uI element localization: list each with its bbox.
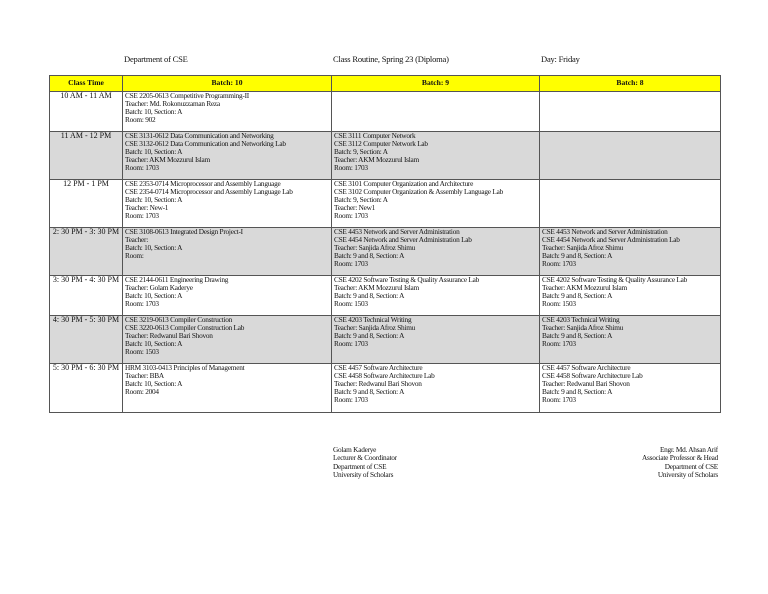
class-cell-batch-8 xyxy=(540,364,721,413)
class-time-cell: 11 AM - 12 PM xyxy=(50,132,123,180)
class-detail-line: Teacher: Sanjida Afroz Shimu xyxy=(334,244,416,253)
class-cell-batch-9 xyxy=(332,132,540,180)
class-detail-line: CSE 2354-0714 Microprocessor and Assembly Language Lab xyxy=(125,188,293,197)
class-detail-line: Teacher: xyxy=(125,236,149,245)
class-detail-line: CSE 4458 Software Architecture Lab xyxy=(542,372,643,381)
class-cell-batch-9 xyxy=(332,180,540,228)
class-detail-line: Teacher: Md. Rokonuzzaman Reza xyxy=(125,100,220,109)
class-detail-line: Teacher: Sanjida Afroz Shimu xyxy=(334,324,416,333)
class-detail-line: Teacher: Redwanul Bari Shovon xyxy=(334,380,422,389)
table-row xyxy=(50,228,721,276)
class-detail-line: CSE 3101 Computer Organization and Architecture xyxy=(334,180,474,188)
class-detail-line: Room: 1703 xyxy=(542,396,576,405)
signature-head xyxy=(642,446,718,480)
column-header-batch-10: Batch: 10 xyxy=(123,76,332,92)
class-detail-line: Batch: 10, Section: A xyxy=(125,340,183,349)
class-detail-line: Teacher: BBA xyxy=(125,372,164,381)
routine-title: Class Routine, Spring 23 (Diploma) xyxy=(333,54,449,64)
day-label: Day: Friday xyxy=(541,54,580,64)
class-cell-batch-9 xyxy=(332,92,540,132)
class-cell-batch-8 xyxy=(540,180,721,228)
signature-department: Department of CSE xyxy=(664,462,718,471)
class-detail-line: CSE 4453 Network and Server Administration xyxy=(334,228,460,236)
class-detail-line: Batch: 10, Section: A xyxy=(125,196,183,205)
class-detail-line: Teacher: AKM Mozzurul Islam xyxy=(334,156,419,165)
class-detail-line: Teacher: AKM Mozzurul Islam xyxy=(125,156,210,165)
table-row xyxy=(50,364,721,413)
class-detail-line: Room: 1703 xyxy=(334,396,368,405)
class-detail-line: Room: 1703 xyxy=(334,212,368,221)
class-detail-line: Room: 2004 xyxy=(125,388,159,397)
class-detail-line: Room: 1703 xyxy=(125,164,159,173)
class-detail-line: CSE 3108-0613 Integrated Design Project-I xyxy=(125,228,243,236)
class-detail-line: Batch: 9 and 8, Section: A xyxy=(542,292,613,301)
class-detail-line: CSE 4203 Technical Writing xyxy=(542,316,620,324)
class-time-cell: 12 PM - 1 PM xyxy=(50,180,123,228)
class-cell-batch-10 xyxy=(123,132,332,180)
class-detail-line: Room: 1703 xyxy=(125,300,159,309)
table-row xyxy=(50,132,721,180)
signature-position: Associate Professor & Head xyxy=(642,454,718,463)
class-detail-line: Batch: 9, Section: A xyxy=(334,148,388,157)
class-detail-line: Teacher: New-1 xyxy=(125,204,169,213)
class-detail-line: Room: 1703 xyxy=(334,340,368,349)
signature-position: Lecturer & Coordinator xyxy=(333,454,397,463)
class-detail-line: CSE 2205-0613 Competitive Programming-II xyxy=(125,92,249,100)
class-detail-line: Room: 1703 xyxy=(125,212,159,221)
class-cell-batch-9 xyxy=(332,364,540,413)
class-detail-line: Batch: 10, Section: A xyxy=(125,244,183,253)
table-row xyxy=(50,92,721,132)
class-detail-line: Teacher: New1 xyxy=(334,204,376,213)
class-detail-line: Teacher: Redwanul Bari Shovon xyxy=(542,380,630,389)
department-label: Department of CSE xyxy=(124,54,188,64)
signature-university: University of Scholars xyxy=(333,471,394,480)
class-detail-line: Batch: 10, Section: A xyxy=(125,292,183,301)
class-detail-line: CSE 2353-0714 Microprocessor and Assembly Language xyxy=(125,180,281,188)
class-detail-line: Room: 1703 xyxy=(542,340,576,349)
class-cell-batch-8 xyxy=(540,92,721,132)
class-detail-line: Room: 1503 xyxy=(334,300,368,309)
class-detail-line: Batch: 9 and 8, Section: A xyxy=(334,292,405,301)
class-detail-line: Batch: 9 and 8, Section: A xyxy=(334,332,405,341)
class-detail-line: CSE 4457 Software Architecture xyxy=(542,364,631,372)
class-detail-line: CSE 4454 Network and Server Administration Lab xyxy=(542,236,680,245)
class-detail-line: CSE 3102 Computer Organization & Assembly Language Lab xyxy=(334,188,503,197)
table-row xyxy=(50,316,721,364)
class-detail-line: Teacher: AKM Mozzurul Islam xyxy=(542,284,627,293)
class-cell-batch-9 xyxy=(332,228,540,276)
table-row xyxy=(50,276,721,316)
signature-name: Golam Kaderye xyxy=(333,446,377,454)
class-detail-line: CSE 3111 Computer Network xyxy=(334,132,416,140)
class-detail-line: Teacher: Sanjida Afroz Shimu xyxy=(542,244,624,253)
class-detail-line: Teacher: Redwanul Bari Shovon xyxy=(125,332,213,341)
class-cell-batch-8 xyxy=(540,132,721,180)
signature-department: Department of CSE xyxy=(333,462,387,471)
class-detail-line: Room: xyxy=(125,252,144,261)
class-detail-line: CSE 3132-0612 Data Communication and Networking Lab xyxy=(125,140,286,149)
class-detail-line: Teacher: Sanjida Afroz Shimu xyxy=(542,324,624,333)
class-detail-line: Batch: 9 and 8, Section: A xyxy=(542,388,613,397)
class-detail-line: Batch: 9 and 8, Section: A xyxy=(542,332,613,341)
class-cell-batch-9 xyxy=(332,276,540,316)
class-detail-line: Batch: 9 and 8, Section: A xyxy=(334,388,405,397)
class-detail-line: Batch: 10, Section: A xyxy=(125,108,183,117)
class-cell-batch-8 xyxy=(540,316,721,364)
class-detail-line: Teacher: AKM Mozzurul Islam xyxy=(334,284,419,293)
class-detail-line: Batch: 9 and 8, Section: A xyxy=(334,252,405,261)
class-detail-line: Teacher: Golam Kaderye xyxy=(125,284,193,293)
class-cell-batch-10 xyxy=(123,364,332,413)
class-time-cell: 10 AM - 11 AM xyxy=(50,92,123,132)
class-time-cell: 3: 30 PM - 4: 30 PM xyxy=(50,276,123,316)
class-detail-line: Batch: 9, Section: A xyxy=(334,196,388,205)
class-time-cell: 5: 30 PM - 6: 30 PM xyxy=(50,364,123,413)
class-detail-line: CSE 4453 Network and Server Administration xyxy=(542,228,668,236)
column-header-batch-8: Batch: 8 xyxy=(540,76,721,92)
signature-coordinator xyxy=(333,446,397,480)
class-detail-line: Batch: 9 and 8, Section: A xyxy=(542,252,613,261)
class-cell-batch-8 xyxy=(540,228,721,276)
class-detail-line: HRM 3103-0413 Principles of Management xyxy=(125,364,245,372)
class-detail-line: Room: 1503 xyxy=(125,348,159,357)
class-detail-line: CSE 4454 Network and Server Administration Lab xyxy=(334,236,472,245)
column-header-batch-9: Batch: 9 xyxy=(332,76,540,92)
class-detail-line: Batch: 10, Section: A xyxy=(125,380,183,389)
class-cell-batch-10 xyxy=(123,276,332,316)
class-cell-batch-10 xyxy=(123,316,332,364)
class-detail-line: Room: 1703 xyxy=(542,260,576,269)
class-detail-line: CSE 4203 Technical Writing xyxy=(334,316,412,324)
class-detail-line: Room: 1503 xyxy=(542,300,576,309)
class-detail-line: CSE 3220-0613 Compiler Construction Lab xyxy=(125,324,245,333)
class-detail-line: CSE 3112 Computer Network Lab xyxy=(334,140,428,149)
class-detail-line: CSE 2144-0611 Engineering Drawing xyxy=(125,276,229,284)
class-cell-batch-10 xyxy=(123,92,332,132)
class-detail-line: Room: 1703 xyxy=(334,164,368,173)
class-detail-line: Batch: 10, Section: A xyxy=(125,148,183,157)
class-detail-line: CSE 4458 Software Architecture Lab xyxy=(334,372,435,381)
column-header-time: Class Time xyxy=(50,76,123,92)
signature-university: University of Scholars xyxy=(657,471,718,480)
class-cell-batch-10 xyxy=(123,228,332,276)
class-time-cell: 2: 30 PM - 3: 30 PM xyxy=(50,228,123,276)
table-header-row xyxy=(50,76,721,92)
class-detail-line: CSE 4457 Software Architecture xyxy=(334,364,423,372)
signature-name: Engr. Md. Ahsan Arif xyxy=(659,446,718,454)
class-cell-batch-8 xyxy=(540,276,721,316)
class-cell-batch-9 xyxy=(332,316,540,364)
class-detail-line: CSE 4202 Software Testing & Quality Assurance Lab xyxy=(334,276,479,284)
table-row xyxy=(50,180,721,228)
class-time-cell: 4: 30 PM - 5: 30 PM xyxy=(50,316,123,364)
class-cell-batch-10 xyxy=(123,180,332,228)
class-routine-table xyxy=(49,75,721,413)
class-detail-line: CSE 3131-0612 Data Communication and Networking xyxy=(125,132,274,140)
class-detail-line: Room: 1703 xyxy=(334,260,368,269)
class-detail-line: CSE 4202 Software Testing & Quality Assurance Lab xyxy=(542,276,687,284)
class-detail-line: Room: 902 xyxy=(125,116,156,125)
class-detail-line: CSE 3219-0613 Compiler Construction xyxy=(125,316,232,324)
